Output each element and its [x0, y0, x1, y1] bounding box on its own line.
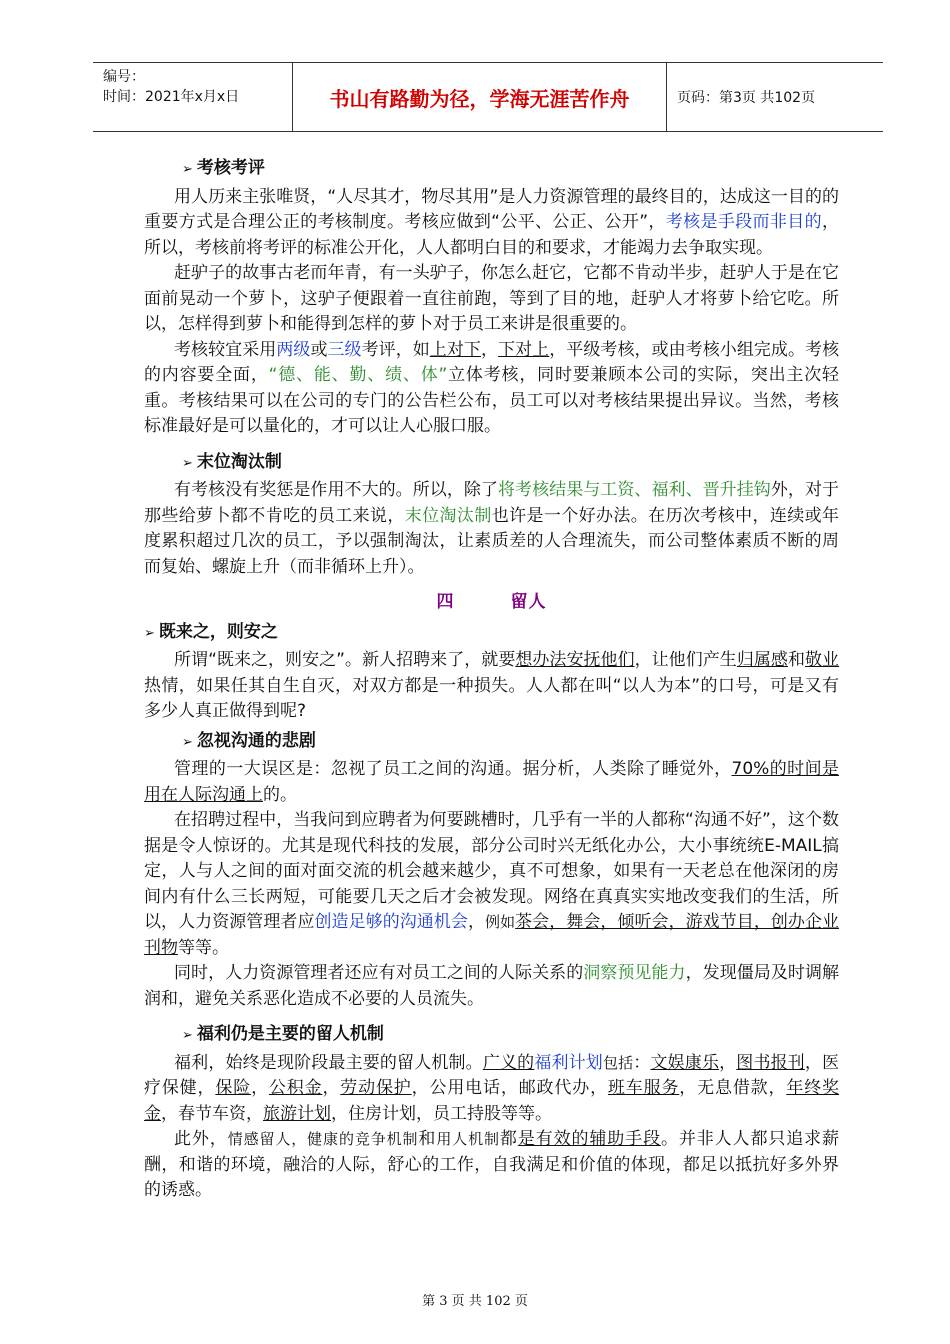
section-heading: ➢ 末位淘汰制: [182, 451, 282, 472]
paragraph: 此外，情感留人，健康的竞争机制和用人机制都是有效的辅助手段。并非人人都只追求薪酬，和谐的环境，融洽的人际，舒心的工作，自我满足和价值的体现，都足以抵抗好多外界的诱惑。: [144, 1129, 840, 1200]
paragraph: 所谓“既来之，则安之”。新人招聘来了，就要想办法安抚他们，让他们产生归属感和敬业热情，如果任其自生自灭，对双方都是一种损失。人人都在叫“以人为本”的口号，可是又有多少人真正做得到呢?: [144, 650, 840, 721]
arrow-icon: ➢: [182, 162, 193, 177]
document-body: [144, 152, 839, 1204]
paragraph: 赶驴子的故事古老而年青，有一头驴子，你怎么赶它，它都不肯动半步，赶驴人于是在它面前晃动一个萝卜，这驴子便跟着一直往前跑，等到了目的地，赶驴人才将萝卜给它吃。所以，怎样得到萝卜和能得到怎样的萝卜对于员工来讲是很重要的。: [144, 263, 839, 334]
arrow-icon: ➢: [182, 455, 193, 471]
time-label: 时间：2021年x月x日: [103, 89, 240, 105]
header-meta: [93, 63, 293, 131]
section-heading: ➢ 忽视沟通的悲剧: [182, 730, 316, 751]
motto: 书山有路勤为径，学海无涯苦作舟: [293, 63, 667, 131]
arrow-icon: ➢: [144, 625, 155, 641]
section-heading: ➢ 福利仍是主要的留人机制: [182, 1024, 384, 1044]
page-header: [93, 62, 883, 132]
paragraph: 在招聘过程中，当我问到应聘者为何要跳槽时，几乎有一半的人都称“沟通不好”，这个数据是令人惊讶的。尤其是现代科技的发展，部分公司时兴无纸化办公，大小事统统E-MAIL搞定，人与人之间的面对面交流的机会越来越少，真不可想象，如果有一天老总在他深闭的房间内有什么三长两短，可能要几天之后才会被发现。网络在真真实实地改变我们的生活，所以，人力资源管理者应创造足够的沟通机会，例如茶会，舞会，倾听会，游戏节目，创办企业刊物等等。: [144, 810, 840, 958]
section-heading: ➢ 既来之，则安之: [144, 621, 278, 642]
section-heading: ➢ 考核考评: [182, 158, 265, 178]
page-footer: 第 3 页 共 102 页: [422, 1294, 528, 1309]
paragraph: 同时，人力资源管理者还应有对员工之间的人际关系的洞察预见能力，发现僵局及时调解润和，避免关系恶化造成不必要的人员流失。: [144, 963, 840, 1009]
arrow-icon: ➢: [182, 1028, 193, 1043]
paragraph: 有考核没有奖惩是作用不大的。所以，除了将考核结果与工资、福利、晋升挂钩外，对于那些给萝卜都不肯吃的员工来说，末位淘汰制也许是一个好办法。在历次考核中，连续或年度累积超过几次的员工，予以强制淘汰，让素质差的人合理流失，而公司整体素质不断的周而复始、螺旋上升（而非循环上升）。: [144, 480, 840, 577]
number-label: 编号：: [103, 69, 145, 85]
paragraph: 用人历来主张唯贤，“人尽其才，物尽其用”是人力资源管理的最终目的，达成这一目的的重要方式是合理公正的考核制度。考核应做到“公平、公正、公开”，考核是手段而非目的，所以，考核前将考评的标准公开化，人人都明白目的和要求，才能竭力去争取实现。: [144, 186, 839, 258]
page-info: 页码：第3页 共102页: [677, 90, 816, 106]
part-title: 四 留人: [436, 592, 547, 612]
arrow-icon: ➢: [182, 734, 193, 750]
paragraph: 管理的一大误区是：忽视了员工之间的沟通。据分析，人类除了睡觉外，70%的时间是用在人际沟通上的。: [144, 759, 839, 805]
paragraph: 福利，始终是现阶段最主要的留人机制。广义的福利计划包括：文娱康乐，图书报刊，医疗保健，保险，公积金，劳动保护，公用电话，邮政代办，班车服务，无息借款，年终奖金，春节车资，旅游计划，住房计划，员工持股等等。: [144, 1052, 840, 1124]
paragraph: 考核较宜采用两级或三级考评，如上对下，下对上，平级考核，或由考核小组完成。考核的内容要全面，“德、能、勤、绩、体”立体考核，同时要兼顾本公司的实际，突出主次轻重。考核结果可以在公司的专门的公告栏公布，员工可以对考核结果提出异议。当然，考核标准最好是可以量化的，才可以让人心服口服。: [144, 339, 840, 436]
